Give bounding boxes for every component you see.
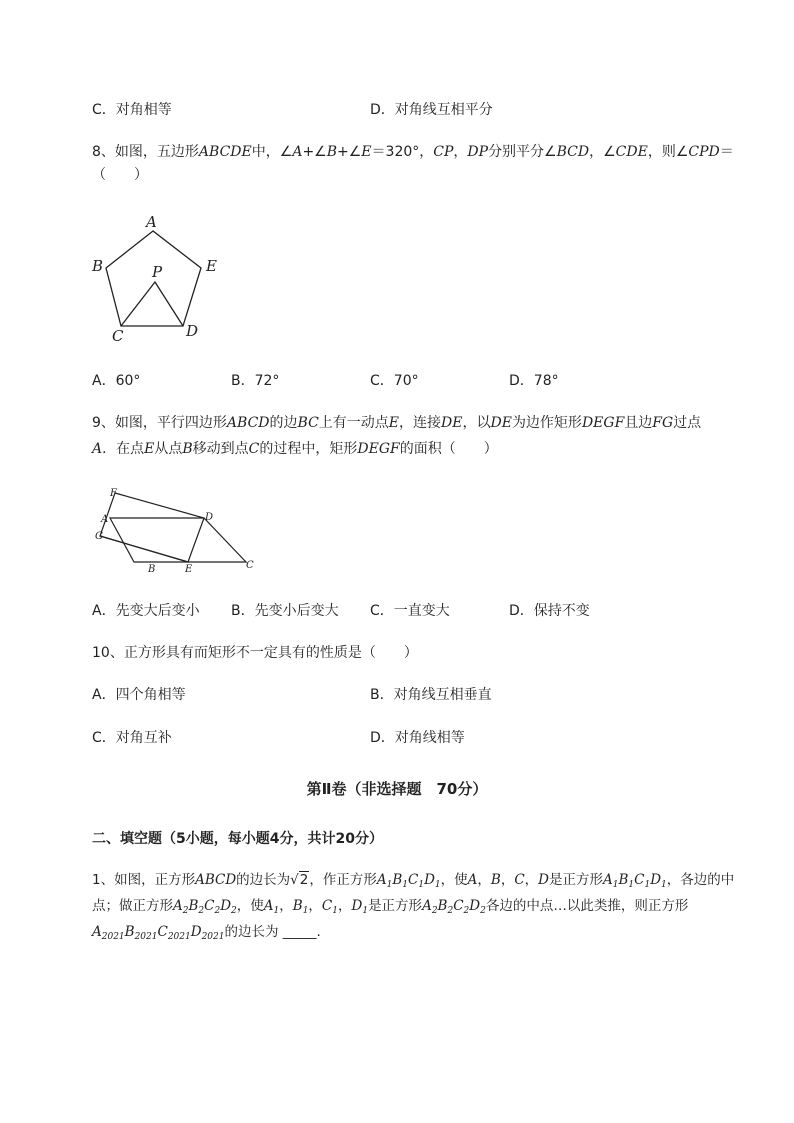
answer-blank: _____. <box>282 924 321 940</box>
label-f: F <box>110 488 117 499</box>
math: A <box>422 898 432 914</box>
text: 的面积（ ） <box>399 441 498 457</box>
math: B <box>392 872 403 888</box>
q9-stem-line2 <box>92 440 498 458</box>
text: ，连接 <box>399 415 442 431</box>
label-c: C <box>246 560 254 571</box>
q9-stem-line1 <box>92 414 701 432</box>
option-letter: A． <box>92 687 116 703</box>
subscript: 1 <box>362 906 369 916</box>
q8-option-b <box>231 372 279 390</box>
math: E <box>144 441 155 457</box>
triangle-cpd <box>121 282 183 326</box>
option-text: 60° <box>115 373 141 389</box>
text: +∠ <box>302 144 327 160</box>
text: ，以 <box>462 415 491 431</box>
sqrt-radicand: 2 <box>299 872 309 888</box>
math: ABCD <box>226 415 270 431</box>
math: DE <box>441 415 463 431</box>
math: C <box>408 872 419 888</box>
text: ， <box>453 144 468 160</box>
math: B <box>490 872 501 888</box>
math: DP <box>467 144 489 160</box>
text: 的边长为 <box>236 872 291 888</box>
option-letter: B． <box>231 373 255 389</box>
text: ，∠ <box>589 144 616 160</box>
math: A <box>173 898 183 914</box>
pentagon-figure <box>85 205 235 350</box>
subscript: 1 <box>402 880 409 890</box>
text: 分别平分∠ <box>488 144 557 160</box>
math: C <box>634 872 645 888</box>
q10-option-c <box>92 729 172 747</box>
math: DE <box>490 415 512 431</box>
option-letter: D． <box>509 603 534 619</box>
subscript: 2021 <box>134 932 158 942</box>
option-letter: C． <box>92 730 116 746</box>
q9-option-b <box>231 602 339 620</box>
q8-option-d <box>509 372 559 390</box>
option-letter: A． <box>92 603 116 619</box>
math: A <box>467 872 478 888</box>
subscript: 2 <box>431 906 438 916</box>
label-d: D <box>205 512 214 523</box>
q7-option-d <box>370 101 493 119</box>
text: 移动到点 <box>192 441 249 457</box>
text: 且边 <box>624 415 653 431</box>
text: ， <box>500 872 515 888</box>
subscript: 2 <box>447 906 454 916</box>
subscript: 1 <box>302 906 309 916</box>
text: 从点 <box>154 441 183 457</box>
math: B <box>124 924 135 940</box>
math: CDE <box>615 144 648 160</box>
q8-number: 8、 <box>92 144 115 160</box>
math: E <box>388 415 400 431</box>
math: D <box>190 924 202 940</box>
fill1-line3 <box>92 923 321 946</box>
text: 如图，平行四边形 <box>114 415 227 431</box>
text: ，作正方形 <box>309 872 377 888</box>
option-letter: D． <box>370 730 395 746</box>
subscript: 1 <box>332 906 338 916</box>
math: BC <box>297 415 319 431</box>
option-text: 78° <box>533 373 559 389</box>
text: 的过程中，矩形 <box>259 441 358 457</box>
subscript: 1 <box>273 906 280 916</box>
text: ＝ <box>719 144 734 160</box>
q8-answer-paren: （ ） <box>92 167 148 183</box>
text: 点；做正方形 <box>92 898 173 914</box>
segment-ge <box>100 536 188 562</box>
math: C <box>453 898 464 914</box>
math: A <box>292 144 303 160</box>
text: +∠ <box>337 144 362 160</box>
subscript: 2021 <box>201 932 225 942</box>
q8-option-c <box>370 372 419 390</box>
subscript: 2 <box>231 906 237 916</box>
text: ＝320°， <box>371 144 434 160</box>
option-text: 对角线互相垂直 <box>393 687 492 703</box>
math: B <box>182 441 193 457</box>
option-text: 一直变大 <box>393 603 450 619</box>
text: ．在点 <box>102 441 145 457</box>
subscript: 1 <box>628 880 635 890</box>
math: BCD <box>556 144 590 160</box>
math: A <box>603 872 613 888</box>
q7-option-c <box>92 101 172 119</box>
subscript: 1 <box>418 880 425 890</box>
q8-stem-line1 <box>92 143 734 161</box>
math: CPD <box>688 144 720 160</box>
label-b: B <box>148 564 156 575</box>
text: ， <box>279 898 293 914</box>
text: ， <box>338 898 352 914</box>
option-text: 对角相等 <box>115 102 172 118</box>
math: E <box>361 144 372 160</box>
q9-number: 9、 <box>92 415 115 431</box>
math: FG <box>652 415 674 431</box>
math: A <box>92 924 102 940</box>
label-e: E <box>206 257 217 275</box>
option-text: 先变小后变大 <box>254 603 339 619</box>
label-d: D <box>186 322 199 340</box>
math: C <box>157 924 168 940</box>
math: DEGF <box>357 441 400 457</box>
option-text: 70° <box>393 373 419 389</box>
subscript: 2021 <box>101 932 125 942</box>
q9-option-a <box>92 602 200 620</box>
option-text: 72° <box>254 373 280 389</box>
subscript: 1 <box>612 880 619 890</box>
math: B <box>188 898 199 914</box>
subscript: 2 <box>480 906 486 916</box>
math: CP <box>433 144 454 160</box>
text: 过点 <box>673 415 702 431</box>
math: C <box>321 898 333 914</box>
option-letter: D． <box>370 102 395 118</box>
text: 为边作矩形 <box>511 415 582 431</box>
parallelogram-abcd <box>110 518 246 562</box>
q8-option-a <box>92 372 140 390</box>
q10-option-b <box>370 686 492 704</box>
math: B <box>326 144 338 160</box>
text: 的边 <box>269 415 298 431</box>
text: ，使 <box>236 898 264 914</box>
text: 1、如图，正方形 <box>92 872 196 888</box>
option-letter: A． <box>92 373 116 389</box>
math: C <box>514 872 525 888</box>
label-g: G <box>95 531 103 542</box>
label-e: E <box>185 564 193 575</box>
part2-title: 第Ⅱ卷（非选择题 70分） <box>306 780 488 798</box>
subscript: 1 <box>434 880 441 890</box>
option-text: 四个角相等 <box>115 687 186 703</box>
subscript: 2 <box>214 906 221 916</box>
text: ， <box>308 898 322 914</box>
option-text: 先变大后变小 <box>115 603 200 619</box>
q9-option-c <box>370 602 450 620</box>
text: 各边的中点…以此类推，则正方形 <box>485 898 689 914</box>
text: 如图，五边形 <box>114 144 199 160</box>
math: A <box>376 872 387 888</box>
option-text: 对角线互相平分 <box>394 102 493 118</box>
q9-option-d <box>509 602 590 620</box>
math: D <box>424 872 435 888</box>
subscript: 1 <box>644 880 651 890</box>
subscript: 1 <box>386 880 393 890</box>
math: D <box>538 872 549 888</box>
parallelogram-figure <box>92 486 262 578</box>
label-a: A <box>101 514 109 525</box>
math: A <box>92 441 103 457</box>
math: ABCD <box>195 872 237 888</box>
option-letter: C． <box>370 603 394 619</box>
math: D <box>469 898 481 914</box>
subscript: 2 <box>198 906 205 916</box>
subscript: 1 <box>661 880 667 890</box>
text: 中，∠ <box>251 144 293 160</box>
math: D <box>220 898 232 914</box>
option-letter: C． <box>370 373 394 389</box>
option-text: 对角线相等 <box>394 730 465 746</box>
math: C <box>248 441 260 457</box>
text: ， <box>524 872 539 888</box>
math: A <box>263 898 274 914</box>
q10-stem: 10、正方形具有而矩形不一定具有的性质是（ ） <box>92 645 418 661</box>
subscript: 2 <box>182 906 189 916</box>
label-p: P <box>152 263 163 281</box>
label-a: A <box>146 213 157 231</box>
text: 的边长为 <box>224 924 279 940</box>
text: ， <box>477 872 491 888</box>
option-text: 保持不变 <box>533 603 590 619</box>
option-text: 对角互补 <box>115 730 172 746</box>
q10-option-d <box>370 729 465 747</box>
fill1-line2 <box>92 897 688 920</box>
option-letter: B． <box>231 603 255 619</box>
option-letter: D． <box>509 373 534 389</box>
text: 是正方形 <box>549 872 603 888</box>
text: ，各边的中 <box>666 872 735 888</box>
section-fill-in-heading: 二、填空题（5小题，每小题4分，共计20分） <box>92 831 383 847</box>
math: C <box>204 898 215 914</box>
text: 上有一动点 <box>318 415 389 431</box>
option-letter: C． <box>92 102 116 118</box>
math: DEGF <box>581 415 625 431</box>
sqrt-expression: √2 <box>290 872 309 888</box>
fill1-line1 <box>92 871 734 894</box>
text: 是正方形 <box>368 898 423 914</box>
math: D <box>351 898 363 914</box>
option-letter: B． <box>370 687 394 703</box>
label-c: C <box>112 327 124 345</box>
text: ，使 <box>440 872 468 888</box>
math: B <box>618 872 629 888</box>
subscript: 2021 <box>167 932 191 942</box>
math: B <box>292 898 303 914</box>
math: B <box>437 898 448 914</box>
label-b: B <box>92 257 104 275</box>
math: ABCDE <box>198 144 252 160</box>
text: ，则∠ <box>647 144 689 160</box>
subscript: 2 <box>463 906 470 916</box>
math: D <box>650 872 662 888</box>
q10-option-a <box>92 686 186 704</box>
